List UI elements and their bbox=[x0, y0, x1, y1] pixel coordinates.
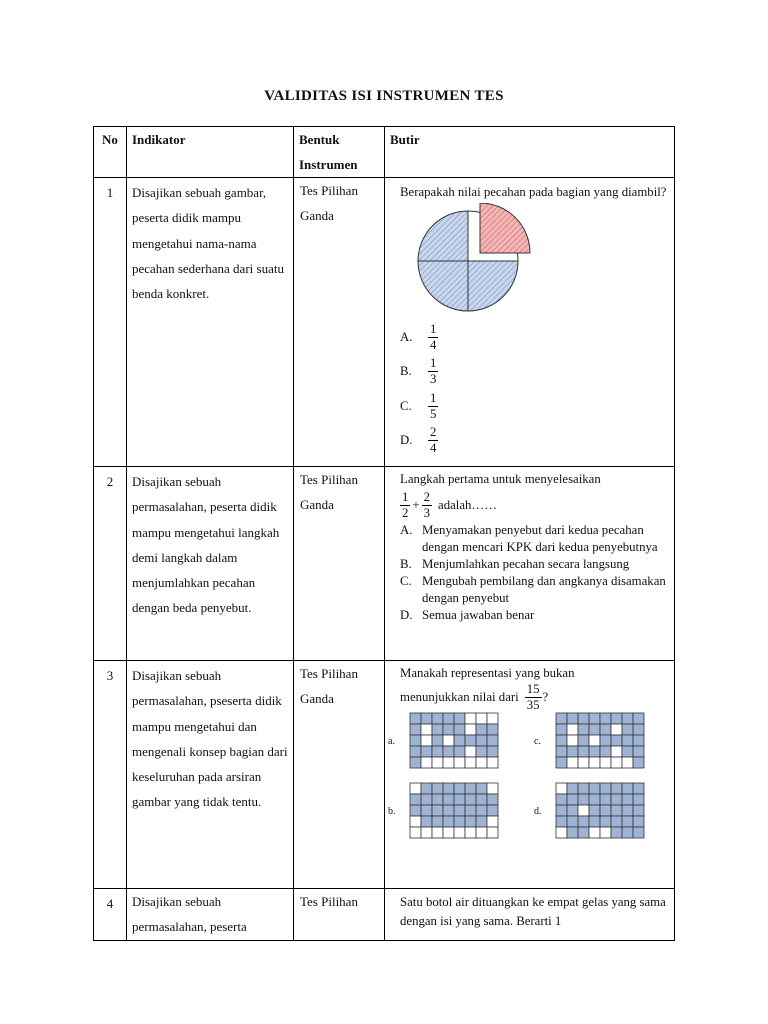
shaded-cell bbox=[487, 724, 498, 735]
shaded-cell bbox=[633, 827, 644, 838]
shaded-cell bbox=[432, 724, 443, 735]
option-a[interactable]: A. $\frac{1}{4}$ bbox=[400, 321, 437, 352]
shaded-cell bbox=[432, 794, 443, 805]
shaded-cell bbox=[432, 713, 443, 724]
blank-cell bbox=[465, 746, 476, 757]
shaded-cell bbox=[567, 827, 578, 838]
blank-cell bbox=[611, 757, 622, 768]
blank-cell bbox=[567, 735, 578, 746]
shaded-cell bbox=[589, 816, 600, 827]
blank-cell bbox=[487, 827, 498, 838]
shaded-cell bbox=[578, 816, 589, 827]
option-d[interactable]: D. Semua jawaban benar bbox=[400, 608, 535, 622]
shaded-cell bbox=[443, 794, 454, 805]
shaded-cell bbox=[421, 805, 432, 816]
shaded-cell bbox=[611, 827, 622, 838]
question-text: Langkah pertama untuk menyelesaikan bbox=[400, 472, 601, 486]
header-bentuk: Bentuk Instrumen bbox=[294, 127, 385, 178]
blank-cell bbox=[611, 746, 622, 757]
question-4: Satu botol air dituangkan ke empat gelas yang sama dengan isi yang sama. Berarti 1 bbox=[400, 895, 666, 928]
shaded-cell bbox=[567, 783, 578, 794]
shaded-cell bbox=[476, 746, 487, 757]
shaded-cell bbox=[611, 735, 622, 746]
blank-cell bbox=[589, 757, 600, 768]
shaded-cell bbox=[589, 724, 600, 735]
row-number: 2 bbox=[106, 474, 114, 489]
shaded-cell bbox=[600, 805, 611, 816]
shaded-cell bbox=[600, 794, 611, 805]
shaded-cell bbox=[556, 805, 567, 816]
shaded-cell bbox=[443, 805, 454, 816]
shaded-cell bbox=[633, 783, 644, 794]
shaded-cell bbox=[567, 816, 578, 827]
shaded-cell bbox=[432, 816, 443, 827]
row-number: 3 bbox=[106, 668, 114, 683]
shaded-cell bbox=[556, 746, 567, 757]
shaded-cell bbox=[476, 735, 487, 746]
shaded-cell bbox=[465, 805, 476, 816]
shaded-cell bbox=[410, 724, 421, 735]
blank-cell bbox=[432, 827, 443, 838]
shaded-cell bbox=[443, 713, 454, 724]
shaded-cell bbox=[421, 783, 432, 794]
blank-cell bbox=[556, 827, 567, 838]
shaded-cell bbox=[611, 783, 622, 794]
shaded-cell bbox=[410, 713, 421, 724]
blank-cell bbox=[465, 713, 476, 724]
option-b[interactable]: B. $\frac{1}{3}$ bbox=[400, 356, 437, 387]
grid-option-d[interactable]: d. bbox=[534, 782, 650, 840]
grid-option-b[interactable]: b. bbox=[388, 782, 504, 840]
header-butir: Butir bbox=[385, 127, 675, 178]
blank-cell bbox=[410, 827, 421, 838]
shaded-cell bbox=[421, 816, 432, 827]
indicator-text: Disajikan sebuah permasalahan, pseserta didik mampu mengetahui dan mengenali konsep bagian dari keseluruhan pada arsiran gambar yang tidak tentu. bbox=[132, 668, 288, 810]
blank-cell bbox=[476, 827, 487, 838]
shaded-cell bbox=[633, 713, 644, 724]
shaded-cell bbox=[432, 805, 443, 816]
fraction-expression: $\frac{1}{2}$ + $\frac{2}{3}$ adalah…… bbox=[402, 489, 498, 520]
blank-cell bbox=[454, 757, 465, 768]
option-c[interactable]: C. $\frac{1}{5}$ bbox=[400, 390, 437, 421]
shaded-cell bbox=[421, 794, 432, 805]
shaded-cell bbox=[578, 713, 589, 724]
shaded-cell bbox=[476, 805, 487, 816]
shaded-cell bbox=[432, 783, 443, 794]
blank-cell bbox=[465, 757, 476, 768]
row-number: 4 bbox=[106, 896, 114, 911]
table-row bbox=[94, 467, 675, 661]
shaded-cell bbox=[556, 816, 567, 827]
shaded-cell bbox=[410, 805, 421, 816]
shaded-cell bbox=[556, 794, 567, 805]
shaded-cell bbox=[633, 794, 644, 805]
shaded-cell bbox=[567, 794, 578, 805]
shaded-cell bbox=[622, 735, 633, 746]
shaded-cell bbox=[443, 783, 454, 794]
question-1 bbox=[385, 178, 674, 458]
shaded-cell bbox=[622, 746, 633, 757]
shaded-cell bbox=[578, 724, 589, 735]
blank-cell bbox=[465, 724, 476, 735]
blank-cell bbox=[410, 783, 421, 794]
blank-cell bbox=[487, 713, 498, 724]
shaded-cell bbox=[622, 713, 633, 724]
shaded-cell bbox=[454, 746, 465, 757]
shaded-cell bbox=[600, 724, 611, 735]
blank-cell bbox=[600, 757, 611, 768]
header-indikator: Indikator bbox=[127, 127, 294, 178]
shaded-cell bbox=[432, 746, 443, 757]
shaded-cell bbox=[622, 783, 633, 794]
blank-cell bbox=[487, 816, 498, 827]
shaded-cell bbox=[410, 746, 421, 757]
blank-cell bbox=[421, 827, 432, 838]
shaded-cell bbox=[465, 816, 476, 827]
shaded-cell bbox=[633, 724, 644, 735]
shaded-cell bbox=[611, 713, 622, 724]
shaded-cell bbox=[567, 805, 578, 816]
shaded-cell bbox=[421, 746, 432, 757]
shaded-cell bbox=[465, 794, 476, 805]
blank-cell bbox=[410, 816, 421, 827]
blank-cell bbox=[567, 724, 578, 735]
shaded-cell bbox=[633, 805, 644, 816]
shaded-cell bbox=[476, 816, 487, 827]
blank-cell bbox=[622, 757, 633, 768]
blank-cell bbox=[556, 783, 567, 794]
answer-options bbox=[400, 522, 668, 624]
instrument-type: Tes Pilihan Ganda bbox=[300, 666, 358, 706]
shaded-cell bbox=[410, 735, 421, 746]
shaded-cell bbox=[567, 746, 578, 757]
blank-cell bbox=[443, 757, 454, 768]
shaded-cell bbox=[556, 713, 567, 724]
row-number: 1 bbox=[106, 185, 114, 200]
blank-cell bbox=[443, 735, 454, 746]
shaded-cell bbox=[589, 783, 600, 794]
blank-cell bbox=[567, 757, 578, 768]
shaded-cell bbox=[622, 816, 633, 827]
option-d[interactable]: D. $\frac{2}{4}$ bbox=[400, 425, 437, 456]
shaded-cell bbox=[556, 724, 567, 735]
shaded-cell bbox=[633, 757, 644, 768]
blank-cell bbox=[611, 724, 622, 735]
shaded-cell bbox=[589, 805, 600, 816]
shaded-cell bbox=[487, 746, 498, 757]
indicator-text: Disajikan sebuah permasalahan, peserta bbox=[132, 894, 247, 935]
table-header-row bbox=[94, 127, 675, 178]
shaded-cell bbox=[633, 735, 644, 746]
shaded-grid-b bbox=[408, 782, 504, 840]
shaded-cell bbox=[589, 794, 600, 805]
shaded-cell bbox=[454, 805, 465, 816]
shaded-cell bbox=[622, 827, 633, 838]
shaded-cell bbox=[476, 794, 487, 805]
blank-cell bbox=[421, 757, 432, 768]
shaded-cell bbox=[589, 746, 600, 757]
header-no: No bbox=[94, 127, 127, 178]
blank-cell bbox=[487, 757, 498, 768]
shaded-cell bbox=[611, 816, 622, 827]
shaded-cell bbox=[589, 713, 600, 724]
blank-cell bbox=[421, 735, 432, 746]
instrument-type: Tes Pilihan Ganda bbox=[300, 472, 358, 512]
shaded-cell bbox=[556, 735, 567, 746]
shaded-cell bbox=[487, 735, 498, 746]
blank-cell bbox=[589, 827, 600, 838]
shaded-grid-d bbox=[554, 782, 650, 840]
shaded-cell bbox=[410, 794, 421, 805]
question-3 bbox=[385, 661, 674, 852]
blank-cell bbox=[421, 724, 432, 735]
shaded-cell bbox=[465, 783, 476, 794]
question-text-line2: menunjukkan nilai dari $\frac{15}{35}$ ? bbox=[400, 681, 549, 712]
instrument-type: Tes Pilihan Ganda bbox=[300, 183, 358, 223]
shaded-cell bbox=[567, 713, 578, 724]
blank-cell bbox=[589, 735, 600, 746]
grid-option-c[interactable]: c. bbox=[534, 712, 650, 770]
shaded-cell bbox=[476, 783, 487, 794]
shaded-cell bbox=[410, 757, 421, 768]
blank-cell bbox=[465, 827, 476, 838]
shaded-cell bbox=[454, 735, 465, 746]
grid-options bbox=[388, 712, 668, 852]
indicator-text: Disajikan sebuah gambar, peserta didik mampu mengetahui nama-nama pecahan sederhana dari suatu benda konkret. bbox=[132, 185, 284, 302]
shaded-cell bbox=[487, 794, 498, 805]
shaded-grid-a bbox=[408, 712, 504, 770]
option-a[interactable]: A. Menyamakan penyebut dari kedua pecahan dengan mencari KPK dari kedua penyebutnya bbox=[400, 523, 658, 554]
shaded-cell bbox=[556, 757, 567, 768]
shaded-cell bbox=[578, 735, 589, 746]
question-text: Berapakah nilai pecahan pada bagian yang diambil? bbox=[400, 185, 667, 199]
shaded-cell bbox=[600, 783, 611, 794]
shaded-cell bbox=[611, 805, 622, 816]
blank-cell bbox=[578, 805, 589, 816]
table-row bbox=[94, 178, 675, 467]
shaded-cell bbox=[454, 713, 465, 724]
shaded-cell bbox=[578, 794, 589, 805]
pie-fraction-figure bbox=[408, 203, 558, 315]
shaded-cell bbox=[476, 724, 487, 735]
option-c[interactable]: C. Mengubah pembilang dan angkanya disamakan dengan penyebut bbox=[400, 574, 666, 605]
shaded-cell bbox=[600, 816, 611, 827]
question-2 bbox=[385, 467, 674, 624]
shaded-cell bbox=[443, 746, 454, 757]
shaded-cell bbox=[454, 794, 465, 805]
shaded-cell bbox=[432, 735, 443, 746]
option-b[interactable]: B. Menjumlahkan pecahan secara langsung bbox=[400, 557, 630, 571]
blank-cell bbox=[443, 827, 454, 838]
shaded-cell bbox=[465, 735, 476, 746]
shaded-cell bbox=[600, 735, 611, 746]
validity-table bbox=[93, 126, 675, 941]
shaded-cell bbox=[633, 746, 644, 757]
blank-cell bbox=[454, 827, 465, 838]
shaded-cell bbox=[487, 805, 498, 816]
indicator-text: Disajikan sebuah permasalahan, peserta didik mampu mengetahui langkah demi langkah dalam menjumlahkan pecahan dengan beda penyebut. bbox=[132, 474, 280, 616]
shaded-cell bbox=[622, 724, 633, 735]
blank-cell bbox=[476, 757, 487, 768]
grid-option-a[interactable]: a. bbox=[388, 712, 504, 770]
shaded-cell bbox=[622, 805, 633, 816]
shaded-cell bbox=[578, 827, 589, 838]
shaded-cell bbox=[622, 794, 633, 805]
shaded-cell bbox=[611, 794, 622, 805]
answer-options bbox=[400, 320, 668, 458]
shaded-cell bbox=[454, 816, 465, 827]
shaded-cell bbox=[600, 713, 611, 724]
shaded-cell bbox=[443, 816, 454, 827]
shaded-cell bbox=[454, 724, 465, 735]
shaded-cell bbox=[454, 783, 465, 794]
page-title: VALIDITAS ISI INSTRUMEN TES bbox=[264, 88, 504, 104]
blank-cell bbox=[476, 713, 487, 724]
shaded-cell bbox=[578, 783, 589, 794]
table-row bbox=[94, 889, 675, 941]
shaded-cell bbox=[421, 713, 432, 724]
shaded-cell bbox=[578, 746, 589, 757]
shaded-cell bbox=[633, 816, 644, 827]
question-text: Manakah representasi yang bukan bbox=[400, 666, 575, 680]
shaded-cell bbox=[600, 746, 611, 757]
shaded-grid-c bbox=[554, 712, 650, 770]
shaded-cell bbox=[443, 724, 454, 735]
blank-cell bbox=[578, 757, 589, 768]
table-row bbox=[94, 661, 675, 889]
instrument-type: Tes Pilihan bbox=[300, 894, 358, 909]
blank-cell bbox=[432, 757, 443, 768]
blank-cell bbox=[487, 783, 498, 794]
blank-cell bbox=[600, 827, 611, 838]
